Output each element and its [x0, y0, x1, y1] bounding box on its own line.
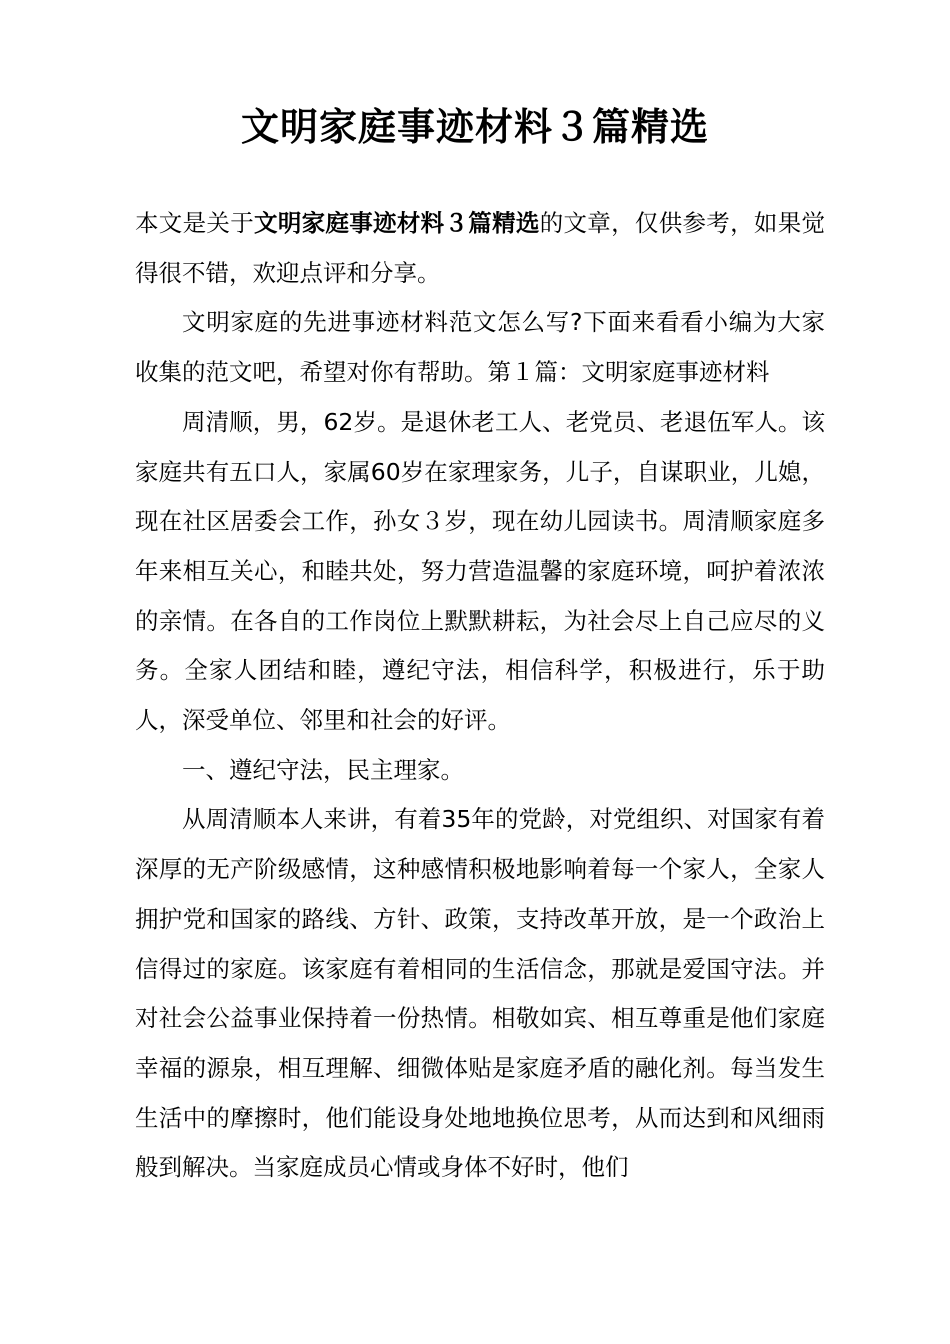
intro-prefix: 本文是关于	[135, 209, 255, 237]
paragraph: 文明家庭的先进事迹材料范文怎么写?下面来看看小编为大家收集的范文吧，希望对你有帮助。第１篇：文明家庭事迹材料	[135, 308, 825, 387]
document-body	[135, 199, 825, 1193]
paragraph: 从周清顺本人来讲，有着35年的党龄，对党组织、对国家有着深厚的无产阶级感情，这种感情积极地影响着每一个家人，全家人拥护党和国家的路线、方针、政策，支持改革开放，是一个政治上信得过的家庭。该家庭有着相同的生活信念，那就是爱国守法。并对社会公益事业保持着一份热情。相敬如宾、相互尊重是他们家庭幸福的源泉，相互理解、细微体贴是家庭矛盾的融化剂。每当发生生活中的摩擦时，他们能设身处地地换位思考，从而达到和风细雨般到解决。当家庭成员心情或身体不好时，他们	[135, 805, 825, 1182]
section-heading: 一、遵纪守法，民主理家。	[182, 755, 464, 784]
document-title: 文明家庭事迹材料３篇精选	[240, 105, 709, 149]
intro-highlight: 文明家庭事迹材料３篇精选	[254, 209, 540, 237]
intro-paragraph	[135, 199, 825, 298]
intro-suffix: 的文章，仅供参考，如果觉得很不错，欢迎点评和分享。	[135, 209, 826, 287]
paragraph: 周清顺，男，62岁。是退休老工人、老党员、老退伍军人。该家庭共有五口人，家属60岁在家理家务，儿子，自谋职业，儿媳，现在社区居委会工作，孙女３岁，现在幼儿园读书。周清顺家庭多年来相互关心，和睦共处，努力营造温馨的家庭环境，呵护着浓浓的亲情。在各自的工作岗位上默默耕耘，为社会尽上自己应尽的义务。全家人团结和睦，遵纪守法，相信科学，积极进行，乐于助人，深受单位、邻里和社会的好评。	[135, 407, 825, 735]
